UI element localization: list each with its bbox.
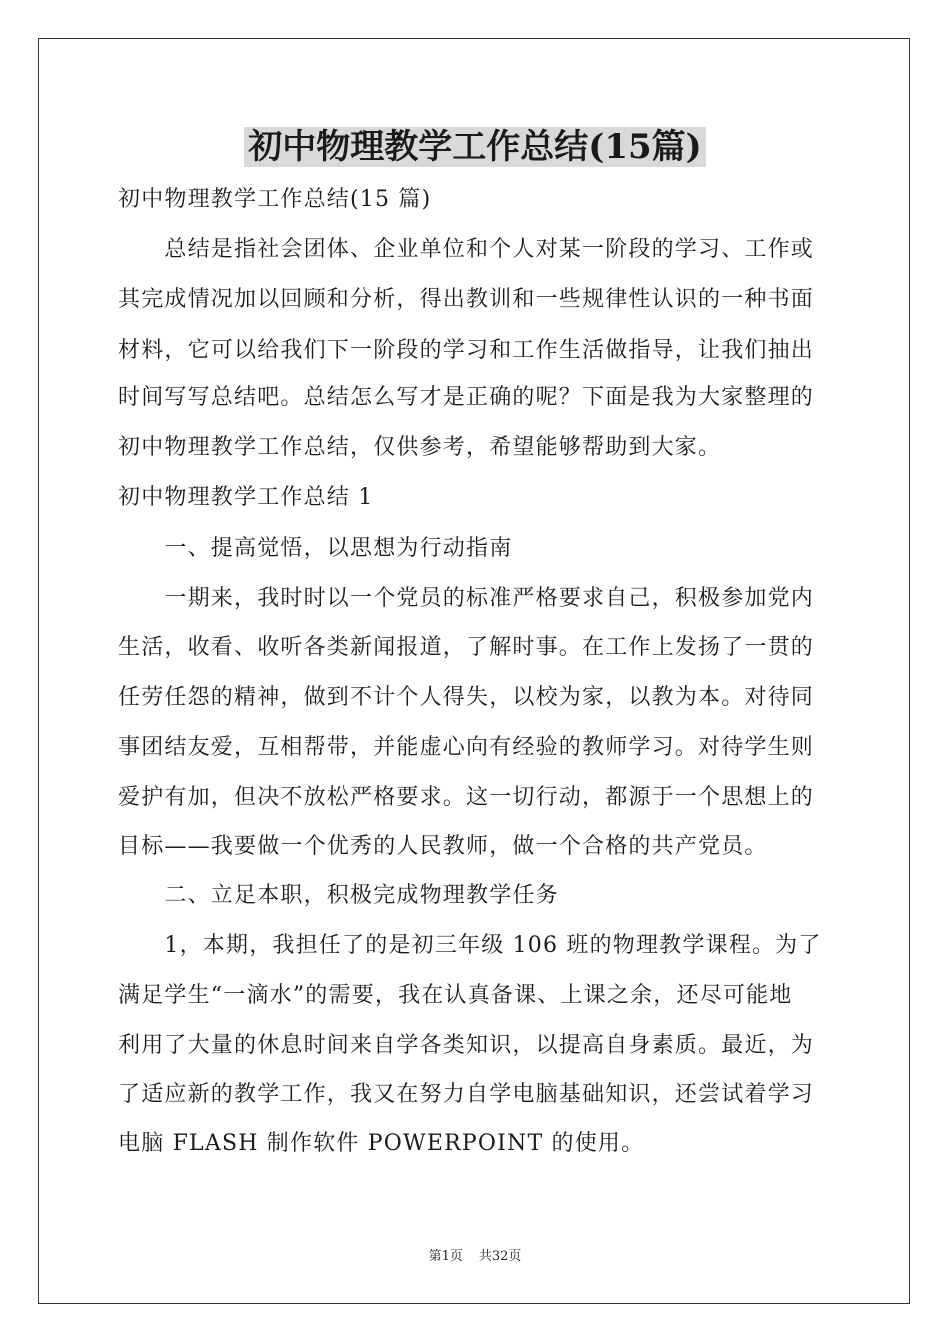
body-line: 生活，收看、收听各类新闻报道，了解时事。在工作上发扬了一贯的 [118, 635, 815, 660]
body-line: 事团结友爱，互相帮带，并能虚心向有经验的教师学习。对待学生则 [118, 735, 815, 760]
body-line: 时间写写总结吧。总结怎么写才是正确的呢？下面是我为大家整理的 [118, 385, 815, 410]
body-line: 目标——我要做一个优秀的人民教师，做一个合格的共产党员。 [118, 834, 768, 859]
page-border [38, 38, 910, 1304]
page-total: 共32页 [478, 1249, 522, 1264]
body-line: 利用了大量的休息时间来自学各类知识，以提高自身素质。最近，为 [118, 1033, 815, 1058]
body-line: 爱护有加，但决不放松严格要求。这一切行动，都源于一个思想上的 [118, 785, 815, 810]
body-line: 电脑 FLASH 制作软件 POWERPOINT 的使用。 [118, 1131, 645, 1156]
page-footer [0, 1248, 950, 1266]
document-title [0, 124, 950, 170]
body-line: 任劳任怨的精神，做到不计个人得失，以校为家，以教为本。对待同 [118, 685, 815, 710]
body-line: 一期来，我时时以一个党员的标准严格要求自己，积极参加党内 [118, 586, 815, 611]
body-line: 了适应新的教学工作，我又在努力自学电脑基础知识，还尝试着学习 [118, 1082, 815, 1107]
section-heading: 初中物理教学工作总结 1 [118, 485, 374, 510]
body-line: 1，本期，我担任了的是初三年级 106 班的物理教学课程。为了 [118, 933, 822, 958]
body-line: 初中物理教学工作总结，仅供参考，希望能够帮助到大家。 [118, 435, 722, 460]
body-line: 材料，它可以给我们下一阶段的学习和工作生活做指导，让我们抽出 [118, 338, 815, 363]
body-line: 满足学生“一滴水”的需要，我在认真备课、上课之余，还尽可能地 [118, 983, 793, 1008]
document-title-text: 初中物理教学工作总结(15篇) [244, 127, 706, 167]
body-line: 其完成情况加以回顾和分析，得出教训和一些规律性认识的一种书面 [118, 287, 815, 312]
subsection-heading: 二、立足本职，积极完成物理教学任务 [118, 883, 559, 908]
body-line: 总结是指社会团体、企业单位和个人对某一阶段的学习、工作或 [118, 237, 815, 262]
page-number: 第1页 [428, 1249, 463, 1264]
subtitle-line: 初中物理教学工作总结(15 篇) [118, 187, 432, 212]
subsection-heading: 一、提高觉悟，以思想为行动指南 [118, 536, 513, 561]
